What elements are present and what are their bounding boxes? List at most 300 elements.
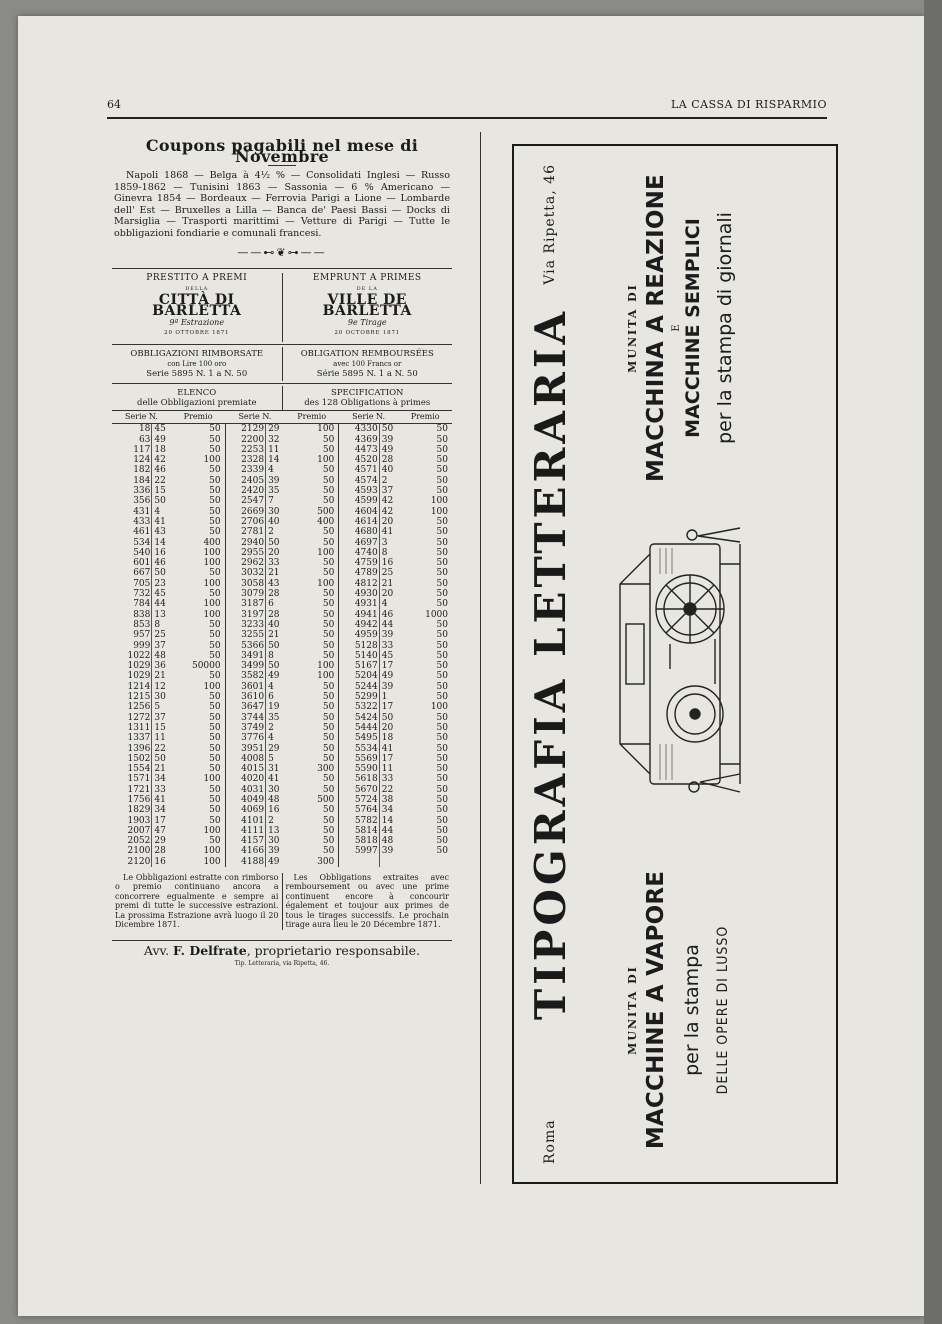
table-cell: 50	[436, 537, 448, 548]
table-cell: 2120	[127, 856, 151, 867]
table-row	[112, 651, 452, 661]
table-cell: 3744	[241, 712, 265, 723]
table-cell: 50	[171, 795, 225, 805]
table-cell: 431	[133, 506, 151, 517]
sig-name: F. Delfrate	[173, 942, 247, 958]
table-cell: 957	[133, 630, 151, 641]
table-cell: 50	[285, 496, 339, 506]
table-cell: 5534	[354, 743, 378, 754]
table-cell: 50	[171, 651, 225, 661]
table-cell: 5204	[354, 671, 378, 682]
table-row	[112, 465, 452, 475]
table-cell: 433	[133, 516, 151, 527]
table-cell: 1	[379, 692, 398, 702]
table-cell: 25	[152, 630, 171, 640]
table-cell: 34	[152, 774, 171, 784]
table-cell: 40	[379, 465, 398, 475]
loan-city-fr: VILLE DE BARLETTA	[322, 292, 412, 319]
table-cell: 17	[379, 702, 398, 712]
table-row	[112, 579, 452, 589]
reimbursed-fr: OBLIGATION REMBOURSÉES avec 100 Francs or Série 5895 N. 1 a N. 50	[300, 349, 434, 379]
table-cell: 4520	[354, 455, 378, 466]
table-cell: 5	[152, 702, 171, 712]
table-cell: 50	[436, 640, 448, 651]
table-cell: 5724	[354, 794, 378, 805]
table-cell: 5322	[354, 702, 378, 713]
table-row	[112, 568, 452, 578]
table-cell: 5814	[354, 825, 378, 836]
table-cell: 853	[133, 619, 151, 630]
table-cell: 50	[436, 486, 448, 497]
journal-title: LA CASSA DI RISPARMIO	[671, 98, 827, 111]
table-cell: 4759	[354, 558, 378, 569]
table-cell: 3776	[241, 733, 265, 744]
table-cell: 50	[285, 486, 339, 496]
table-row	[112, 620, 452, 630]
table-cell: 50	[285, 754, 339, 764]
table-row	[112, 548, 452, 558]
table-cell: 14	[379, 816, 398, 826]
table-cell: 2706	[241, 516, 265, 527]
table-cell: 50	[436, 558, 448, 569]
table-cell: 30	[152, 692, 171, 702]
loan-de-la: DE LA	[356, 286, 378, 292]
table-cell: 100	[171, 826, 225, 836]
table-cell: 100	[285, 424, 339, 435]
table-cell: 49	[266, 671, 285, 681]
table-cell: 4	[266, 465, 285, 475]
table-cell: 100	[171, 548, 225, 558]
table-row	[112, 754, 452, 764]
table-cell: 3610	[241, 692, 265, 703]
table-cell: 50	[436, 681, 448, 692]
table-cell: 4157	[241, 836, 265, 847]
table-cell: 300	[285, 764, 339, 774]
table-cell: 50	[171, 589, 225, 599]
table-cell: 50	[285, 805, 339, 815]
table-cell: 50	[171, 641, 225, 651]
table-cell: 100	[171, 558, 225, 568]
table-cell: 50	[436, 527, 448, 538]
table-row	[112, 517, 452, 527]
table-cell: 100	[285, 455, 339, 465]
table-cell: 50	[436, 455, 448, 466]
table-cell: 6	[266, 692, 285, 702]
table-cell	[398, 857, 452, 867]
table-cell: 50	[266, 538, 285, 548]
table-cell: 2420	[241, 486, 265, 497]
table-cell: 2405	[241, 475, 265, 486]
loan-header-french	[283, 273, 453, 342]
table-cell: 4369	[354, 434, 378, 445]
draws-body	[112, 424, 452, 867]
table-cell: 13	[266, 826, 285, 836]
table-cell: 50	[285, 599, 339, 609]
table-cell: 100	[171, 599, 225, 609]
table-cell: 50	[152, 754, 171, 764]
table-cell: 3187	[241, 599, 265, 610]
table-cell: 1829	[127, 805, 151, 816]
table-cell: 2200	[241, 434, 265, 445]
table-cell: 705	[133, 578, 151, 589]
table-cell: 5590	[354, 764, 378, 775]
table-cell: 4330	[354, 424, 378, 435]
table-cell: 21	[266, 568, 285, 578]
table-cell: 50	[171, 713, 225, 723]
table-cell: 1311	[127, 722, 151, 733]
table-row	[112, 671, 452, 681]
table-cell: 50	[171, 620, 225, 630]
table-cell: 50	[285, 476, 339, 486]
table-cell: 50	[285, 723, 339, 733]
col-header: Premio	[285, 411, 339, 424]
table-cell: 32	[266, 435, 285, 445]
table-cell: 50	[285, 836, 339, 846]
table-cell: 50	[285, 774, 339, 784]
table-cell: 5244	[354, 681, 378, 692]
table-cell: 838	[133, 609, 151, 620]
table-cell: 5299	[354, 692, 378, 703]
ad-title: TIPOGRAFIA LETTERARIA	[526, 307, 575, 1021]
table-cell: 5495	[354, 733, 378, 744]
draw-date-fr: 20 OCTOBRE 1871	[334, 330, 401, 336]
table-cell: 45	[379, 651, 398, 661]
table-cell: 50	[152, 568, 171, 578]
table-cell: 38	[379, 795, 398, 805]
table-cell: 100	[285, 671, 339, 681]
table-cell: 2962	[241, 558, 265, 569]
table-cell: 50	[285, 568, 339, 578]
ad-right-e: E	[671, 324, 682, 332]
table-cell: 3058	[241, 578, 265, 589]
table-cell: 3499	[241, 661, 265, 672]
table-cell: 2100	[127, 846, 151, 857]
table-cell: 22	[379, 785, 398, 795]
table-cell: 5366	[241, 640, 265, 651]
table-cell: 44	[379, 620, 398, 630]
table-cell: 1396	[127, 743, 151, 754]
table-cell: 46	[152, 558, 171, 568]
table-cell: 34	[379, 805, 398, 815]
table-cell: 4101	[241, 815, 265, 826]
table-cell: 50	[436, 547, 448, 558]
table-cell: 45	[152, 589, 171, 599]
reimbursed-it: OBBLIGAZIONI RIMBORSATE con Lire 100 oro Serie 5895 N. 1 a N. 50	[112, 347, 283, 381]
table-cell: 4959	[354, 630, 378, 641]
table-cell: 43	[152, 527, 171, 537]
table-cell: 41	[152, 517, 171, 527]
table-cell: 50	[436, 434, 448, 445]
table-cell: 3	[379, 538, 398, 548]
table-cell: 17	[379, 754, 398, 764]
table-cell: 33	[266, 558, 285, 568]
table-cell: 50	[379, 713, 398, 723]
table-row	[112, 826, 452, 836]
table-cell: 35	[266, 486, 285, 496]
table-row	[112, 723, 452, 733]
table-cell: 3601	[241, 681, 265, 692]
table-cell: 50	[285, 733, 339, 743]
table-row	[112, 527, 452, 537]
table-cell: 50	[285, 630, 339, 640]
table-cell: 20	[266, 548, 285, 558]
table-cell: 50	[171, 476, 225, 486]
table-cell: 21	[266, 630, 285, 640]
table-cell: 50	[436, 846, 448, 857]
table-cell: 20	[379, 723, 398, 733]
table-cell: 1337	[127, 733, 151, 744]
table-cell: 50	[436, 650, 448, 661]
table-cell: 1756	[127, 794, 151, 805]
table-cell: 28	[266, 610, 285, 620]
table-cell: 50	[285, 702, 339, 712]
left-column	[112, 130, 452, 969]
table-cell: 18	[379, 733, 398, 743]
table-cell: 19	[266, 702, 285, 712]
table-cell: 49	[266, 857, 285, 867]
table-cell: 50	[171, 496, 225, 506]
ad-right-semplici: MACCHINE SEMPLICI	[682, 218, 704, 438]
table-cell: 12	[152, 682, 171, 692]
table-cell: 2007	[127, 825, 151, 836]
table-cell: 21	[152, 764, 171, 774]
ad-city: Roma	[542, 1119, 558, 1164]
table-cell: 23	[152, 579, 171, 589]
table-cell: 50	[285, 527, 339, 537]
table-cell: 4473	[354, 444, 378, 455]
table-cell: 4942	[354, 619, 378, 630]
table-cell: 4571	[354, 465, 378, 476]
table-cell: 40	[266, 517, 285, 527]
ad-left-per: per la stampa	[681, 944, 703, 1076]
table-cell: 50	[285, 692, 339, 702]
table-cell: 4812	[354, 578, 378, 589]
table-cell: 100	[171, 774, 225, 784]
table-cell: 1022	[127, 650, 151, 661]
table-cell: 50	[436, 805, 448, 816]
table-cell: 36	[152, 661, 171, 671]
table-row	[112, 558, 452, 568]
table-cell: 4069	[241, 805, 265, 816]
table-cell: 100	[171, 579, 225, 589]
table-cell: 43	[266, 579, 285, 589]
table-cell: 42	[152, 455, 171, 465]
table-cell: 4031	[241, 784, 265, 795]
table-cell: 37	[152, 641, 171, 651]
table-cell: 1000	[425, 609, 448, 620]
table-cell: 2781	[241, 527, 265, 538]
table-cell: 4931	[354, 599, 378, 610]
table-cell: 45	[152, 424, 171, 435]
table-cell: 28	[379, 455, 398, 465]
table-cell: 16	[152, 548, 171, 558]
table-cell: 3749	[241, 722, 265, 733]
table-cell: 4930	[354, 589, 378, 600]
table-cell: 63	[138, 434, 151, 445]
table-cell: 5569	[354, 753, 378, 764]
table-cell: 50	[436, 784, 448, 795]
table-cell: 46	[379, 610, 398, 620]
table-cell: 5997	[354, 846, 378, 857]
table-cell: 50	[285, 785, 339, 795]
table-cell: 100	[171, 610, 225, 620]
table-cell: 39	[379, 682, 398, 692]
table-cell: 336	[133, 486, 151, 497]
ad-left-opere: DELLE OPERE DI LUSSO	[715, 925, 731, 1095]
table-cell: 1029	[127, 661, 151, 672]
table-cell: 50	[436, 578, 448, 589]
table-cell: 50	[285, 641, 339, 651]
table-cell: 3951	[241, 743, 265, 754]
printing-advertisement	[512, 144, 838, 1184]
table-cell: 16	[379, 558, 398, 568]
table-cell: 100	[171, 682, 225, 692]
table-cell: 3491	[241, 650, 265, 661]
table-cell: 50	[171, 723, 225, 733]
table-cell: 8	[152, 620, 171, 630]
printer-imprint: Tip. Letteraria, via Ripetta, 46.	[234, 959, 330, 967]
table-cell: 39	[266, 846, 285, 856]
table-row	[112, 496, 452, 506]
table-cell: 50	[436, 619, 448, 630]
table-cell: 5167	[354, 661, 378, 672]
table-cell: 49	[152, 435, 171, 445]
table-cell: 8	[379, 548, 398, 558]
table-cell: 5764	[354, 805, 378, 816]
table-cell: 1215	[127, 692, 151, 703]
ad-right-munita: MUNITA DI	[626, 283, 639, 373]
table-cell: 1502	[127, 753, 151, 764]
table-cell	[379, 857, 398, 867]
ad-rotated-content	[514, 146, 836, 1182]
table-cell: 15	[152, 486, 171, 496]
table-cell: 14	[266, 455, 285, 465]
table-cell: 4015	[241, 764, 265, 775]
loan-title-fr: EMPRUNT A PRIMES	[312, 273, 422, 283]
table-cell: 500	[285, 507, 339, 517]
table-cell: 50	[171, 568, 225, 578]
table-cell: 20	[379, 517, 398, 527]
table-cell: 13	[152, 610, 171, 620]
table-cell: 1721	[127, 784, 151, 795]
table-cell: 4	[266, 682, 285, 692]
col-header: Serie N.	[225, 411, 285, 424]
table-row	[112, 764, 452, 774]
ad-left-munita: MUNITA DI	[626, 965, 639, 1055]
table-cell: 4111	[241, 825, 265, 836]
table-cell: 5782	[354, 815, 378, 826]
table-cell: 50	[171, 785, 225, 795]
table-row	[112, 744, 452, 754]
table-cell: 28	[152, 846, 171, 856]
table-cell: 400	[285, 517, 339, 527]
table-cell: 50	[436, 589, 448, 600]
table-cell: 100	[430, 702, 448, 713]
page-header	[107, 98, 827, 118]
table-cell: 37	[152, 713, 171, 723]
table-cell: 50	[285, 610, 339, 620]
table-cell: 50	[436, 722, 448, 733]
signature	[112, 940, 452, 956]
table-cell: 17	[152, 816, 171, 826]
sig-prefix: Avv.	[143, 942, 174, 958]
table-cell: 5618	[354, 774, 378, 785]
ad-left-block	[626, 850, 731, 1170]
table-cell: 50	[285, 826, 339, 836]
table-cell: 42	[379, 496, 398, 506]
col-header: Serie N.	[339, 411, 399, 424]
table-cell: 33	[379, 641, 398, 651]
table-cell: 5424	[354, 712, 378, 723]
table-cell: 999	[133, 640, 151, 651]
table-row	[112, 455, 452, 465]
table-cell: 40	[266, 620, 285, 630]
table-row	[112, 702, 452, 712]
table-cell: 50	[171, 435, 225, 445]
table-cell: 16	[266, 805, 285, 815]
table-cell: 46	[152, 465, 171, 475]
table-cell: 100	[430, 506, 448, 517]
table-cell: 50	[436, 794, 448, 805]
loan-header-italian	[112, 273, 283, 342]
table-cell: 100	[285, 661, 339, 671]
table-cell: 35	[266, 713, 285, 723]
table-cell: 34	[152, 805, 171, 815]
table-cell: 1554	[127, 764, 151, 775]
table-cell: 50	[171, 816, 225, 826]
table-cell: 1029	[127, 671, 151, 682]
table-cell: 16	[152, 857, 171, 867]
table-cell: 50	[171, 465, 225, 475]
table-cell: 5670	[354, 784, 378, 795]
col-header: Premio	[398, 411, 452, 424]
table-row	[112, 476, 452, 486]
table-cell: 50	[171, 486, 225, 496]
table-cell: 50	[436, 774, 448, 785]
table-cell: 25	[379, 568, 398, 578]
table-cell: 30	[266, 836, 285, 846]
table-cell: 50	[285, 744, 339, 754]
table-cell: 3255	[241, 630, 265, 641]
table-cell: 50	[285, 538, 339, 548]
table-row	[112, 857, 452, 867]
table-cell: 33	[152, 785, 171, 795]
table-cell: 4	[152, 507, 171, 517]
table-row	[112, 435, 452, 445]
table-cell: 124	[133, 455, 151, 466]
table-cell: 4740	[354, 547, 378, 558]
table-row	[112, 507, 452, 517]
table-cell: 50	[171, 764, 225, 774]
table-cell: 356	[133, 496, 151, 507]
table-row	[112, 661, 452, 671]
draw-number-it: 9ª Estrazione	[169, 318, 225, 327]
table-cell: 15	[152, 723, 171, 733]
table-cell: 50	[171, 836, 225, 846]
table-cell: 1571	[127, 774, 151, 785]
ornament-divider: ——⊷❦⊶——	[237, 246, 327, 259]
table-cell: 100	[171, 455, 225, 465]
table-cell: 50	[436, 712, 448, 723]
table-cell: 50	[285, 620, 339, 630]
page-number: 64	[107, 98, 121, 111]
table-cell: 2547	[241, 496, 265, 507]
table-cell: 50	[285, 558, 339, 568]
ad-right-block	[626, 158, 736, 498]
table-cell: 50	[285, 445, 339, 455]
table-cell: 50	[171, 424, 225, 435]
table-row	[112, 774, 452, 784]
